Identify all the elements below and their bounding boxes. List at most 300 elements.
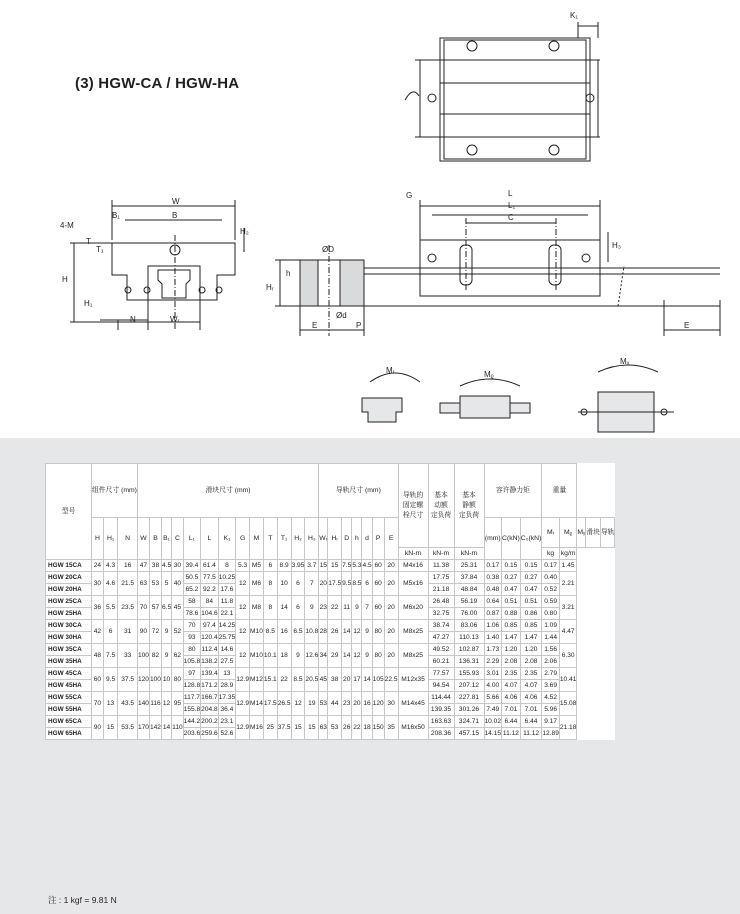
label-n: N xyxy=(130,315,136,324)
table-cell: 57 xyxy=(149,596,161,620)
table-cell: 204.8 xyxy=(201,704,219,716)
table-cell: 76.00 xyxy=(454,608,484,620)
column-header: B xyxy=(149,518,161,560)
model-cell: HGW 30CA xyxy=(46,620,92,632)
table-cell: 23 xyxy=(319,596,328,620)
column-header: (mm) xyxy=(484,518,502,560)
table-cell: 10 xyxy=(277,572,291,596)
table-cell: 0.40 xyxy=(542,572,560,584)
table-cell: 0.85 xyxy=(520,620,542,632)
table-cell: 301.26 xyxy=(454,704,484,716)
table-cell: 23 xyxy=(342,692,352,716)
table-cell: 8 xyxy=(263,572,277,596)
table-row xyxy=(46,620,615,632)
table-cell: 3.95 xyxy=(291,560,305,572)
table-cell: 15.08 xyxy=(559,692,577,716)
table-cell: 6.30 xyxy=(559,644,577,668)
table-cell: 20 xyxy=(384,596,398,620)
label-h: H xyxy=(62,275,68,284)
table-cell: 203.6 xyxy=(183,728,201,740)
table-cell: 0.64 xyxy=(484,596,502,608)
table-cell: 15 xyxy=(305,716,319,740)
table-cell: 7 xyxy=(362,596,372,620)
table-cell: 70 xyxy=(92,692,104,716)
table-cell: 29 xyxy=(328,644,342,668)
column-header: G xyxy=(236,518,250,560)
table-cell: 9.17 xyxy=(542,716,560,728)
table-cell: 112.4 xyxy=(201,644,219,656)
model-cell: HGW 20CA xyxy=(46,572,92,584)
technical-drawing xyxy=(0,0,740,438)
table-cell: 110.13 xyxy=(454,632,484,644)
table-cell: 77.57 xyxy=(428,668,454,680)
table-cell: 142 xyxy=(149,716,161,740)
label-4m: 4-M xyxy=(60,221,74,230)
table-cell: 42 xyxy=(92,620,104,644)
table-cell: 25.31 xyxy=(454,560,484,572)
column-header: C₀(kN) xyxy=(520,518,542,560)
group-header: 导轨的 固定螺 栓尺寸 xyxy=(398,464,428,548)
table-cell: 1.06 xyxy=(484,620,502,632)
table-cell: 17.6 xyxy=(218,584,236,596)
model-cell: HGW 35HA xyxy=(46,656,92,668)
table-cell: 0.27 xyxy=(520,572,542,584)
table-cell: 70 xyxy=(137,596,149,620)
table-cell: 14.15 xyxy=(484,728,502,740)
table-cell: 208.36 xyxy=(428,728,454,740)
table-cell: 11.12 xyxy=(502,728,521,740)
label-p: P xyxy=(356,321,362,330)
table-cell: 4.06 xyxy=(520,692,542,704)
table-cell: 9.5 xyxy=(342,572,352,596)
table-cell: 324.71 xyxy=(454,716,484,728)
table-cell: 18 xyxy=(362,716,372,740)
table-cell: 0.52 xyxy=(542,584,560,596)
table-row xyxy=(46,716,615,728)
table-cell: 20 xyxy=(384,572,398,596)
label-hh: h xyxy=(286,269,291,278)
table-cell: M8 xyxy=(250,596,264,620)
table-cell: 26.5 xyxy=(277,692,291,716)
table-cell: 120.4 xyxy=(201,632,219,644)
table-cell: 12 xyxy=(236,596,250,620)
table-cell: 84 xyxy=(201,596,219,608)
table-cell: 2.35 xyxy=(520,668,542,680)
table-cell: 1.40 xyxy=(484,632,502,644)
table-cell: 10.41 xyxy=(559,668,577,692)
table-cell: M10 xyxy=(250,620,264,644)
table-cell: 17.35 xyxy=(218,692,236,704)
table-cell: 35 xyxy=(384,716,398,740)
table-cell: 259.6 xyxy=(201,728,219,740)
label-t1: T₁ xyxy=(96,245,104,254)
table-cell: 38.74 xyxy=(428,620,454,632)
table-cell: M5x16 xyxy=(398,572,428,596)
table-cell: 120 xyxy=(137,668,149,692)
table-cell: 7.49 xyxy=(484,704,502,716)
table-cell: 207.12 xyxy=(454,680,484,692)
table-cell: 102.87 xyxy=(454,644,484,656)
group-header: 容许静力矩 xyxy=(484,464,542,518)
table-cell: 150 xyxy=(372,716,384,740)
label-mp: Mᵨ xyxy=(484,370,494,379)
table-cell: 78.6 xyxy=(183,608,201,620)
column-header: B₁ xyxy=(161,518,171,560)
model-cell: HGW 25CA xyxy=(46,596,92,608)
model-cell: HGW 30HA xyxy=(46,632,92,644)
table-cell: 52.6 xyxy=(218,728,236,740)
table-cell: 1.09 xyxy=(542,620,560,632)
table-cell: 12 xyxy=(291,692,305,716)
table-cell: 13 xyxy=(103,692,117,716)
label-hr: Hᵣ xyxy=(266,283,274,292)
table-cell: 20 xyxy=(384,560,398,572)
table-cell: 0.15 xyxy=(502,560,521,572)
table-cell: 70 xyxy=(183,620,201,632)
table-cell: 171.2 xyxy=(201,680,219,692)
table-cell: 6 xyxy=(291,572,305,596)
table-cell: 21.18 xyxy=(559,716,577,740)
column-header: 滑块 xyxy=(586,518,601,548)
table-cell: 47 xyxy=(137,560,149,572)
table-cell: 10.1 xyxy=(263,644,277,668)
table-cell: 63 xyxy=(137,572,149,596)
table-cell: 5.66 xyxy=(484,692,502,704)
table-cell: 80 xyxy=(172,668,184,692)
table-cell: 82 xyxy=(149,644,161,668)
table-cell: 200.2 xyxy=(201,716,219,728)
table-cell: 3.7 xyxy=(305,560,319,572)
column-header: L xyxy=(201,518,219,560)
table-cell: 45 xyxy=(172,596,184,620)
table-cell: 37.5 xyxy=(277,716,291,740)
table-cell: 12 xyxy=(236,644,250,668)
model-cell: HGW 35CA xyxy=(46,644,92,656)
table-cell: 8.5 xyxy=(263,620,277,644)
table-cell: 9 xyxy=(352,596,362,620)
table-cell: 93 xyxy=(183,632,201,644)
table-cell: 13 xyxy=(218,668,236,680)
table-cell: 1.45 xyxy=(559,560,577,572)
table-cell: 11.8 xyxy=(218,596,236,608)
table-cell: 80 xyxy=(183,644,201,656)
spec-table xyxy=(45,463,615,740)
table-cell: 1.56 xyxy=(542,644,560,656)
label-w: W xyxy=(172,197,180,206)
table-cell: 1.73 xyxy=(484,644,502,656)
table-cell: 26 xyxy=(342,716,352,740)
label-b: B xyxy=(172,211,178,220)
table-cell: 0.48 xyxy=(484,584,502,596)
label-mr: Mᵣ xyxy=(386,366,395,375)
table-cell: 36 xyxy=(92,596,104,620)
table-cell: 11.12 xyxy=(520,728,542,740)
table-cell: 20 xyxy=(352,692,362,716)
table-cell: 128.8 xyxy=(183,680,201,692)
table-cell: 9 xyxy=(291,644,305,668)
table-cell: 12 xyxy=(352,644,362,668)
table-cell: 27.5 xyxy=(218,656,236,668)
model-cell: HGW 45CA xyxy=(46,668,92,680)
table-cell: 139.4 xyxy=(201,668,219,680)
table-cell: 144.2 xyxy=(183,716,201,728)
table-cell: 2.06 xyxy=(542,656,560,668)
table-cell: 5 xyxy=(161,572,171,596)
table-cell: 22 xyxy=(328,596,342,620)
group-header: 滑块尺寸 (mm) xyxy=(137,464,318,518)
section-title: (3) HGW-CA / HGW-HA xyxy=(75,75,240,92)
table-cell: 9 xyxy=(305,596,319,620)
table-cell: 117.7 xyxy=(183,692,201,704)
table-cell: 0.47 xyxy=(520,584,542,596)
table-cell: 83.06 xyxy=(454,620,484,632)
table-cell: 60 xyxy=(372,560,384,572)
table-cell: 97 xyxy=(183,668,201,680)
model-cell: HGW 25HA xyxy=(46,608,92,620)
column-header: D xyxy=(342,518,352,560)
table-cell: 0.15 xyxy=(520,560,542,572)
table-cell: 9 xyxy=(362,620,372,644)
table-cell: 166.7 xyxy=(201,692,219,704)
table-cell: 22.1 xyxy=(218,608,236,620)
table-cell: 12.89 xyxy=(542,728,560,740)
label-g: G xyxy=(406,191,413,200)
table-cell: 39.4 xyxy=(183,560,201,572)
table-cell: 9 xyxy=(362,644,372,668)
table-cell: 12 xyxy=(236,620,250,644)
table-cell: 7.5 xyxy=(342,560,352,572)
table-cell: 17.5 xyxy=(263,692,277,716)
table-cell: 9 xyxy=(161,644,171,668)
table-cell: 14 xyxy=(277,596,291,620)
table-cell: 12 xyxy=(352,620,362,644)
model-cell: HGW 55HA xyxy=(46,704,92,716)
table-cell: 58 xyxy=(183,596,201,608)
table-cell: 10.25 xyxy=(218,572,236,584)
table-cell: 138.2 xyxy=(201,656,219,668)
table-cell: 8.9 xyxy=(277,560,291,572)
table-cell: 15.1 xyxy=(263,668,277,692)
table-cell: 56.19 xyxy=(454,596,484,608)
table-cell: 155.93 xyxy=(454,668,484,680)
table-cell: 1.47 xyxy=(502,632,521,644)
table-cell: 6.5 xyxy=(291,620,305,644)
table-cell: M10 xyxy=(250,644,264,668)
table-cell: 15 xyxy=(319,560,328,572)
table-cell: 18 xyxy=(277,644,291,668)
table-cell: 4.6 xyxy=(103,572,117,596)
table-row xyxy=(46,572,615,584)
table-cell: 2.21 xyxy=(559,572,577,596)
unit-header: kN-m xyxy=(454,548,484,560)
table-cell: M12 xyxy=(250,668,264,692)
column-header: Mᵣ xyxy=(542,518,560,548)
table-cell: 4.5 xyxy=(161,560,171,572)
table-cell: 0.59 xyxy=(542,596,560,608)
column-header: H xyxy=(92,518,104,560)
table-cell: 12 xyxy=(236,572,250,596)
table-cell: 6.5 xyxy=(161,596,171,620)
table-cell: 17 xyxy=(352,668,362,692)
table-cell: 11 xyxy=(342,596,352,620)
table-cell: 97.4 xyxy=(201,620,219,632)
table-cell: 28.9 xyxy=(218,680,236,692)
label-od: ØD xyxy=(322,245,334,254)
table-cell: 0.86 xyxy=(520,608,542,620)
table-cell: 8.5 xyxy=(291,668,305,692)
table-cell: 4.52 xyxy=(542,692,560,704)
table-cell: 10 xyxy=(161,668,171,692)
table-cell: 80 xyxy=(372,620,384,644)
table-row xyxy=(46,560,615,572)
table-cell: 63 xyxy=(319,716,328,740)
table-cell: 30 xyxy=(384,692,398,716)
table-cell: 0.17 xyxy=(542,560,560,572)
model-header: 型号 xyxy=(46,464,92,560)
table-cell: 12.9 xyxy=(236,692,250,716)
unit-header: kg xyxy=(542,548,560,560)
table-cell: 4.47 xyxy=(559,620,577,644)
table-cell: 227.81 xyxy=(454,692,484,704)
table-cell: 1.20 xyxy=(520,644,542,656)
table-cell: 25.75 xyxy=(218,632,236,644)
table-cell: 6 xyxy=(291,596,305,620)
table-cell: 14 xyxy=(161,716,171,740)
table-cell: 7.01 xyxy=(502,704,521,716)
label-l: L xyxy=(508,189,513,198)
table-cell: 4.3 xyxy=(103,560,117,572)
table-cell: 0.27 xyxy=(502,572,521,584)
table-cell: 11.38 xyxy=(428,560,454,572)
column-header: T₁ xyxy=(277,518,291,560)
table-cell: 8 xyxy=(218,560,236,572)
table-cell: 12 xyxy=(161,692,171,716)
table-cell: 163.63 xyxy=(428,716,454,728)
table-cell: 6 xyxy=(362,572,372,596)
table-cell: 8 xyxy=(263,596,277,620)
unit-header: kN-m xyxy=(428,548,454,560)
table-cell: 90 xyxy=(137,620,149,644)
column-header: K₁ xyxy=(218,518,236,560)
table-cell: 6 xyxy=(103,620,117,644)
model-cell: HGW 20HA xyxy=(46,584,92,596)
table-cell: 30 xyxy=(92,572,104,596)
table-cell: 139.35 xyxy=(428,704,454,716)
table-cell: 33 xyxy=(118,644,138,668)
table-cell: 6.44 xyxy=(502,716,521,728)
table-cell: 104.6 xyxy=(201,608,219,620)
table-cell: 17.5 xyxy=(328,572,342,596)
table-cell: 45 xyxy=(319,668,328,692)
table-cell: 21.18 xyxy=(428,584,454,596)
label-l1: L₁ xyxy=(508,201,516,210)
table-cell: 65.2 xyxy=(183,584,201,596)
table-cell: 50.5 xyxy=(183,572,201,584)
label-h2: H₂ xyxy=(240,227,249,236)
label-wr: Wᵣ xyxy=(170,315,180,324)
table-cell: 26 xyxy=(328,620,342,644)
column-header: Mᵨ xyxy=(559,518,577,548)
table-cell: 0.85 xyxy=(502,620,521,632)
label-e: E xyxy=(312,321,318,330)
table-cell: 116 xyxy=(149,692,161,716)
table-cell: M16 xyxy=(250,716,264,740)
column-header: H₁ xyxy=(103,518,117,560)
table-cell: 14.6 xyxy=(218,644,236,656)
table-cell: 5.3 xyxy=(236,560,250,572)
table-cell: 21.5 xyxy=(118,572,138,596)
table-cell: 0.38 xyxy=(484,572,502,584)
table-cell: 14 xyxy=(362,668,372,692)
column-header: C(kN) xyxy=(502,518,521,560)
table-cell: 0.51 xyxy=(520,596,542,608)
table-cell: 16 xyxy=(277,620,291,644)
table-cell: 24 xyxy=(92,560,104,572)
table-cell: 4.07 xyxy=(520,680,542,692)
column-header: Mᵧ xyxy=(577,518,586,548)
table-cell: 2.79 xyxy=(542,668,560,680)
table-cell: 53.5 xyxy=(118,716,138,740)
table-cell: 60.21 xyxy=(428,656,454,668)
column-header: 导轨 xyxy=(600,518,615,548)
table-cell: 37.5 xyxy=(118,668,138,692)
table-cell: 23.1 xyxy=(218,716,236,728)
footnote: 注 : 1 kgf = 9.81 N xyxy=(48,895,117,905)
column-header: P xyxy=(372,518,384,560)
table-cell: 32.75 xyxy=(428,608,454,620)
table-cell: 30 xyxy=(172,560,184,572)
column-header: Wᵣ xyxy=(319,518,328,560)
table-cell: 170 xyxy=(137,716,149,740)
table-cell: 6.44 xyxy=(520,716,542,728)
table-cell: 22.5 xyxy=(384,668,398,692)
table-cell: 22 xyxy=(277,668,291,692)
table-cell: 457.15 xyxy=(454,728,484,740)
column-header: T xyxy=(263,518,277,560)
table-cell: 114.44 xyxy=(428,692,454,704)
label-t: T xyxy=(86,237,91,246)
block-top-view xyxy=(440,38,590,161)
table-cell: M5 xyxy=(250,560,264,572)
table-cell: 12.9 xyxy=(236,716,250,740)
table-cell: 94.54 xyxy=(428,680,454,692)
table-cell: M4x16 xyxy=(398,560,428,572)
table-cell: 0.80 xyxy=(542,608,560,620)
table-cell: M16x50 xyxy=(398,716,428,740)
table-cell: 80 xyxy=(372,644,384,668)
column-header: H₃ xyxy=(305,518,319,560)
table-cell: 77.5 xyxy=(201,572,219,584)
table-cell: 2.08 xyxy=(502,656,521,668)
table-cell: 2.08 xyxy=(520,656,542,668)
table-cell: 40 xyxy=(172,572,184,596)
table-cell: 48 xyxy=(92,644,104,668)
table-cell: 5.96 xyxy=(542,704,560,716)
table-cell: 4.07 xyxy=(502,680,521,692)
table-cell: 72 xyxy=(149,620,161,644)
table-cell: 47.27 xyxy=(428,632,454,644)
table-cell: 110 xyxy=(172,716,184,740)
table-cell: 20.5 xyxy=(305,668,319,692)
table-cell: 38 xyxy=(149,560,161,572)
label-e2: E xyxy=(684,321,690,330)
table-cell: M8x25 xyxy=(398,644,428,668)
table-cell: 48.84 xyxy=(454,584,484,596)
table-cell: 10.8 xyxy=(305,620,319,644)
table-cell: 15 xyxy=(291,716,305,740)
column-header: M xyxy=(250,518,264,560)
table-cell: 2.29 xyxy=(484,656,502,668)
